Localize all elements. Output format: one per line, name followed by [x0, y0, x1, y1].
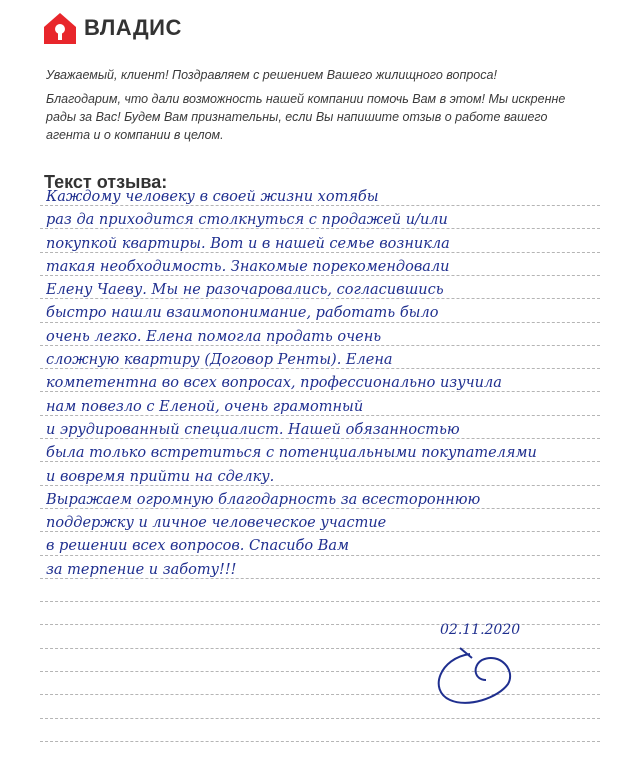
handwritten-line: нам повезло с Еленой, очень грамотный [46, 398, 364, 415]
handwritten-line: раз да приходится столкнуться с продажей и/или [46, 212, 448, 229]
handwritten-line: и вовремя прийти на сделку. [46, 468, 275, 485]
greeting-text: Уважаемый, клиент! Поздравляем с решением Вашего жилищного вопроса! [46, 68, 497, 82]
handwritten-line: покупкой квартиры. Вот и в нашей семье возникла [46, 235, 450, 252]
ruled-line [40, 601, 600, 602]
brand-name: ВЛАДИС [84, 15, 182, 40]
handwritten-line: Елену Чаеву. Мы не разочаровались, согласившись [46, 282, 444, 299]
handwritten-line: поддержку и личное человеческое участие [46, 515, 387, 532]
handwritten-line: быстро нашли взаимопонимание, работать было [46, 305, 439, 322]
handwritten-line: очень легко. Елена помогла продать очень [46, 328, 382, 345]
handwritten-review [46, 186, 606, 582]
review-title: Текст отзыва: [44, 172, 168, 192]
intro-body-text: Благодарим, что дали возможность нашей компании помочь Вам в этом! Мы искренне рады за Вас! Будем Вам признательны, если Вы напишите отзыв о работе вашего агента и о компании в целом. [46, 92, 566, 142]
handwritten-line: сложную квартиру (Договор Ренты). Елена [46, 352, 393, 369]
handwritten-line: в решении всех вопросов. Спасибо Вам [46, 538, 350, 555]
handwritten-line: такая необходимость. Знакомые порекомендовали [46, 258, 450, 275]
handwritten-line: компетентна во всех вопросах, профессионально изучила [46, 375, 502, 392]
review-date: 02.11.2020 [440, 622, 521, 638]
handwritten-line: за терпение и заботу!!! [46, 561, 237, 578]
ruled-line [40, 741, 600, 742]
handwritten-line: Выражаем огромную благодарность за всестороннюю [46, 491, 481, 508]
handwritten-line: и эрудированный специалист. Нашей обязанностью [46, 421, 460, 438]
handwritten-line: Каждому человеку в своей жизни хотябы [46, 189, 379, 205]
handwritten-line: была только встретиться с потенциальными покупателями [46, 445, 537, 462]
signature [420, 640, 530, 720]
